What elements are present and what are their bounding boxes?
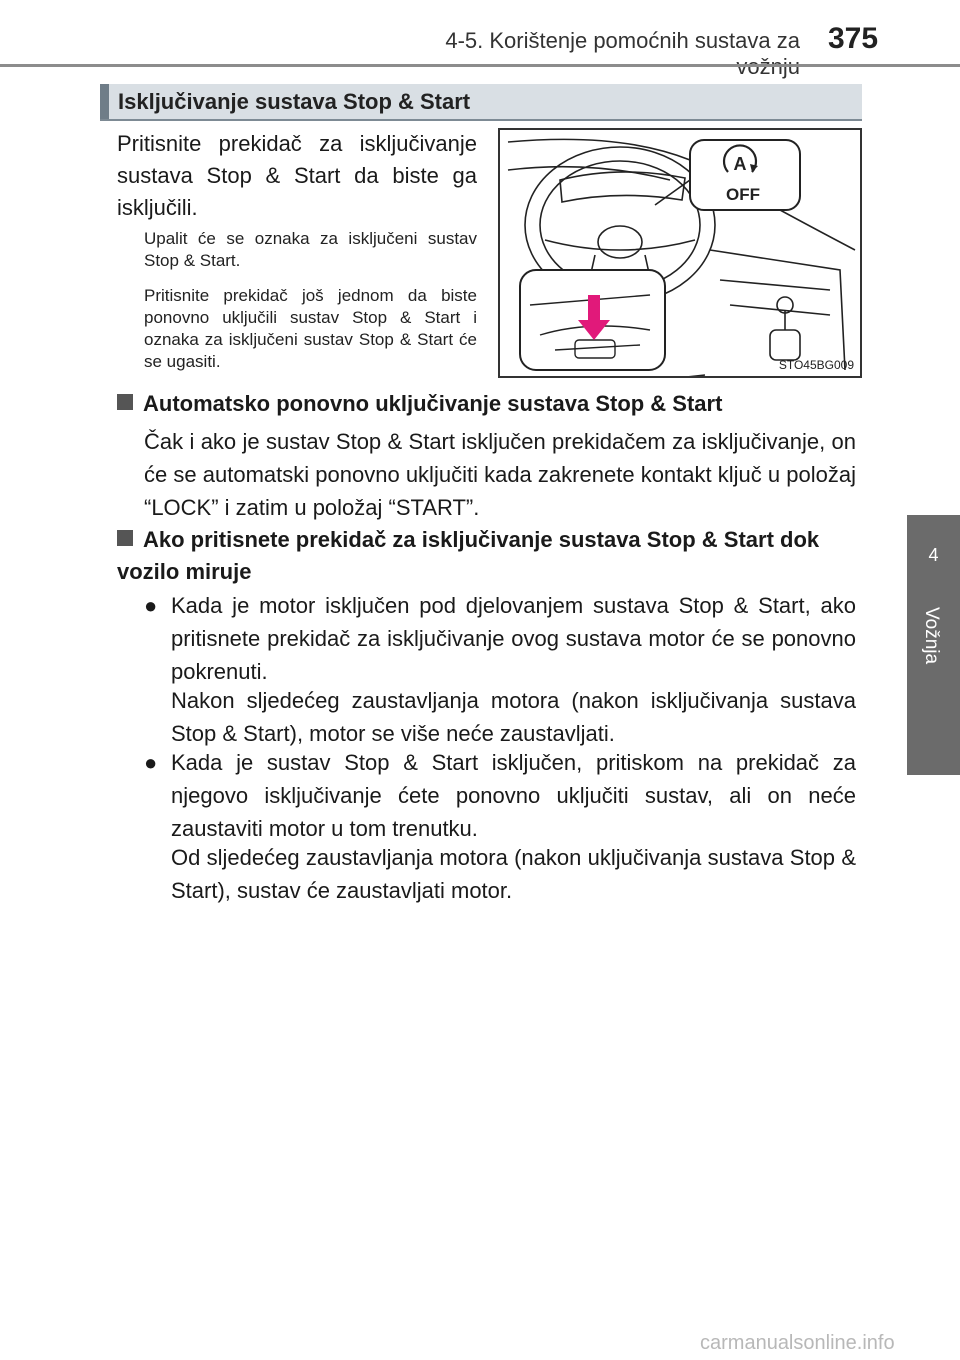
figure-code: STO45BG009: [778, 358, 854, 372]
chapter-number: 4: [928, 545, 939, 565]
section-accent: [100, 84, 109, 119]
bullet-2-text: Kada je sustav Stop & Start isključen, pritiskom na prekidač za njegovo isključivanje ćete ponovno uključiti sustav, ali on neće zaustaviti motor u tom trenutku.: [171, 750, 856, 841]
svg-text:A: A: [733, 154, 747, 174]
page-number: 375: [828, 22, 879, 55]
note-indicator-on: Upalit će se oznaka za isključeni sustav Stop & Start.: [144, 229, 477, 270]
running-header: 4-5. Korištenje pomoćnih sustava za: [445, 28, 800, 53]
square-bullet-icon: [117, 394, 133, 410]
bullet-1-subtext: Nakon sljedećeg zaustavljanja motora (nakon isključivanja sustava Stop & Start), motor se više neće zaustavljati.: [171, 688, 856, 746]
intro-paragraph: Pritisnite prekidač za isključivanje sustava Stop & Start da biste ga isključili.: [117, 131, 477, 220]
note-press-again: Pritisnite prekidač još jednom da biste ponovno uključili sustav Stop & Start i oznaka za isključeni sustav Stop & Start će se ugasiti.: [144, 286, 477, 371]
chapter-label: Vožnja: [921, 607, 942, 665]
dashboard-drawing: [500, 130, 860, 376]
auto-restart-paragraph: Čak i ako je sustav Stop & Start isključen prekidačem za isključivanje, on će se automatski ponovno uključiti kada zakrenete kontakt ključ u položaj “LOCK” i zatim u položaj “START”.: [144, 429, 856, 520]
bullet-1-text: Kada je motor isključen pod djelovanjem sustava Stop & Start, ako pritisnete prekidač za isključivanje ovog sustava motor će se ponovno pokrenuti.: [171, 593, 856, 684]
bullet-dot-icon: ●: [144, 750, 158, 775]
square-bullet-icon: [117, 530, 133, 546]
bullet-2-subtext: Od sljedećeg zaustavljanja motora (nakon uključivanja sustava Stop & Start), sustav će zaustavljati motor.: [171, 845, 856, 903]
off-badge-text: OFF: [726, 185, 760, 204]
section-heading-bar: [100, 84, 862, 121]
watermark: carmanualsonline.info: [700, 1332, 895, 1354]
subsection-heading-vehicle-stopped: Ako pritisnete prekidač za isključivanje sustava Stop & Start dok vozilo miruje: [117, 527, 820, 584]
dashboard-illustration: [498, 128, 862, 378]
bullet-dot-icon: ●: [144, 593, 158, 618]
chapter-tab: [907, 515, 960, 775]
header-rule: [0, 64, 960, 67]
section-title: Isključivanje sustava Stop & Start: [118, 89, 471, 114]
subsection-heading-auto-restart: Automatsko ponovno uključivanje sustava Stop & Start: [117, 388, 857, 420]
